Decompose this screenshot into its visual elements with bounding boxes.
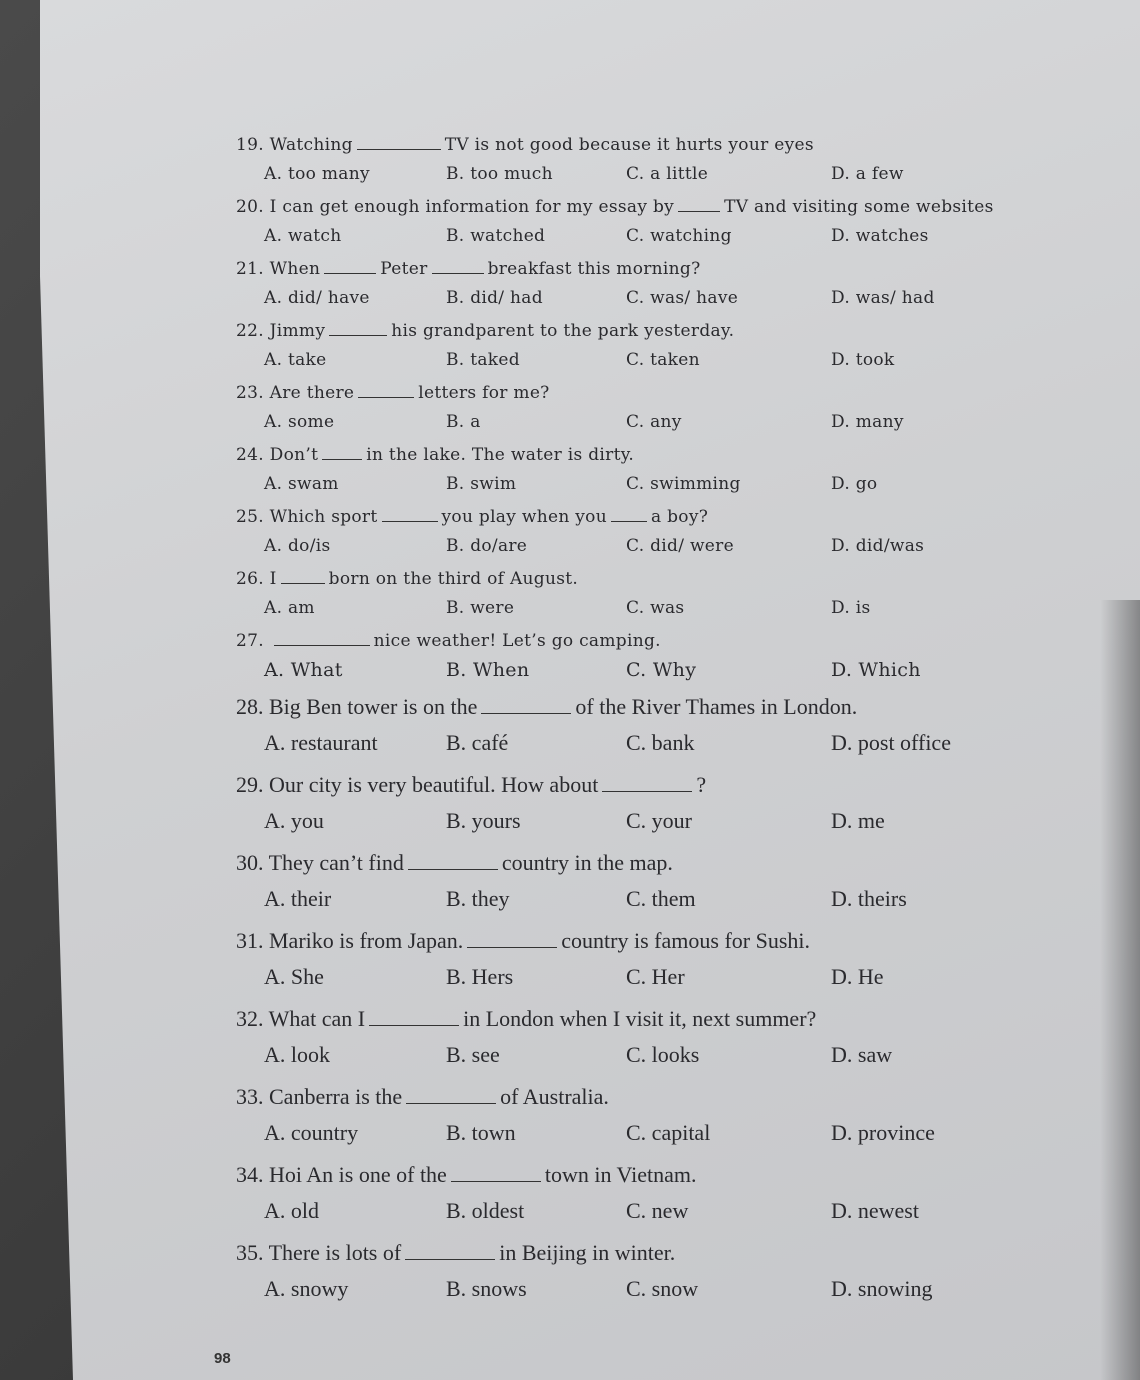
question-text: ?: [696, 772, 707, 797]
question-23: [236, 378, 1036, 440]
question-text: country is famous for Sushi.: [561, 928, 810, 953]
option-d[interactable]: D. saw: [831, 1042, 893, 1067]
option-d[interactable]: D. took: [831, 350, 895, 370]
option-c[interactable]: C. looks: [626, 1042, 700, 1067]
option-d[interactable]: D. theirs: [831, 886, 907, 911]
option-b[interactable]: B. When: [446, 659, 530, 681]
option-c[interactable]: C. watching: [626, 226, 732, 246]
option-d[interactable]: D. snowing: [831, 1276, 933, 1301]
option-c[interactable]: C. your: [626, 808, 692, 833]
question-text: in London when I visit it, next summer?: [463, 1006, 817, 1031]
option-a[interactable]: A. you: [264, 808, 324, 833]
answer-blank[interactable]: [467, 946, 557, 948]
option-b[interactable]: B. yours: [446, 808, 521, 833]
question-text: his grandparent to the park yesterday.: [391, 321, 735, 341]
question-text: Jimmy: [269, 321, 326, 341]
option-a[interactable]: A. their: [264, 886, 332, 911]
option-d[interactable]: D. province: [831, 1120, 935, 1145]
question-text: in Beijing in winter.: [499, 1240, 676, 1265]
page-number: 98: [214, 1350, 231, 1367]
question-text: nice weather! Let’s go camping.: [373, 631, 661, 651]
option-a[interactable]: A. too many: [264, 164, 370, 184]
option-c[interactable]: C. was/ have: [626, 288, 739, 308]
option-c[interactable]: C. any: [626, 412, 682, 432]
option-d[interactable]: D. Which: [831, 659, 921, 681]
question-number: 28.: [236, 694, 264, 719]
question-number: 24.: [236, 445, 264, 465]
question-number: 32.: [236, 1006, 264, 1031]
option-b[interactable]: B. taked: [446, 350, 520, 370]
option-b[interactable]: B. snows: [446, 1276, 527, 1301]
question-number: 22.: [236, 321, 264, 341]
question-text: TV and visiting some websites: [724, 197, 994, 217]
question-text: Watching: [269, 135, 353, 155]
question-28: [236, 688, 1036, 766]
question-text: I can get enough information for my essay by: [269, 197, 675, 217]
answer-blank[interactable]: [329, 334, 387, 336]
question-21: [236, 254, 1036, 316]
answer-blank[interactable]: [678, 210, 720, 212]
answer-blank[interactable]: [602, 790, 692, 792]
question-number: 33.: [236, 1084, 264, 1109]
option-d[interactable]: D. post office: [831, 730, 951, 755]
option-b[interactable]: B. a: [446, 412, 481, 432]
question-text: you play when you: [441, 507, 607, 527]
option-b[interactable]: B. Hers: [446, 964, 514, 989]
option-a[interactable]: A. some: [264, 412, 335, 432]
question-text: in the lake. The water is dirty.: [366, 445, 635, 465]
option-b[interactable]: B. do/are: [446, 536, 528, 556]
question-number: 23.: [236, 383, 264, 403]
question-35: [236, 1234, 1036, 1312]
question-number: 31.: [236, 928, 264, 953]
answer-blank[interactable]: [451, 1180, 541, 1182]
question-number: 19.: [236, 135, 264, 155]
question-number: 25.: [236, 507, 264, 527]
answer-blank[interactable]: [408, 868, 498, 870]
option-c[interactable]: C. did/ were: [626, 536, 734, 556]
question-26: [236, 564, 1036, 626]
option-b[interactable]: B. did/ had: [446, 288, 543, 308]
answer-blank[interactable]: [324, 272, 376, 274]
question-text: a boy?: [650, 507, 709, 527]
option-c[interactable]: C. Her: [626, 964, 685, 989]
option-d[interactable]: D. He: [831, 964, 884, 989]
question-text: Peter: [380, 259, 428, 279]
question-number: 34.: [236, 1162, 264, 1187]
option-c[interactable]: C. Why: [626, 659, 697, 681]
question-text: Hoi An is one of the: [269, 1162, 447, 1187]
question-block-small: [236, 130, 1036, 688]
option-d[interactable]: D. go: [831, 474, 878, 494]
answer-blank[interactable]: [274, 644, 370, 646]
question-number: 20.: [236, 197, 264, 217]
answer-blank[interactable]: [358, 396, 414, 398]
question-text: When: [269, 259, 321, 279]
option-d[interactable]: D. was/ had: [831, 288, 935, 308]
question-number: 26.: [236, 569, 264, 589]
question-block-large: [236, 688, 1036, 1312]
option-a[interactable]: A. am: [264, 598, 315, 618]
question-text: I: [269, 569, 277, 589]
question-text: Which sport: [269, 507, 378, 527]
answer-blank[interactable]: [611, 520, 647, 522]
option-c[interactable]: C. bank: [626, 730, 695, 755]
question-29: [236, 766, 1036, 844]
answer-blank[interactable]: [481, 712, 571, 714]
question-text: letters for me?: [418, 383, 550, 403]
question-22: [236, 316, 1036, 378]
question-text: country in the map.: [501, 850, 673, 875]
question-34: [236, 1156, 1036, 1234]
question-24: [236, 440, 1036, 502]
option-c[interactable]: C. them: [626, 886, 696, 911]
answer-blank[interactable]: [382, 520, 438, 522]
option-c[interactable]: C. a little: [626, 164, 709, 184]
option-b[interactable]: B. oldest: [446, 1198, 525, 1223]
option-d[interactable]: D. me: [831, 808, 885, 833]
question-25: [236, 502, 1036, 564]
question-text: Mariko is from Japan.: [269, 928, 464, 953]
question-text: Canberra is the: [269, 1084, 403, 1109]
question-text: TV is not good because it hurts your eyes: [444, 135, 814, 155]
answer-blank[interactable]: [432, 272, 484, 274]
question-text: Are there: [269, 383, 355, 403]
option-b[interactable]: B. too much: [446, 164, 553, 184]
option-c[interactable]: C. capital: [626, 1120, 711, 1145]
option-a[interactable]: A. swam: [264, 474, 339, 494]
question-32: [236, 1000, 1036, 1078]
answer-blank[interactable]: [281, 582, 325, 584]
question-text: They can’t find: [268, 850, 404, 875]
option-a[interactable]: A. old: [264, 1198, 319, 1223]
question-text: born on the third of August.: [328, 569, 579, 589]
question-30: [236, 844, 1036, 922]
option-d[interactable]: D. newest: [831, 1198, 919, 1223]
option-b[interactable]: B. swim: [446, 474, 517, 494]
option-a[interactable]: A. What: [264, 659, 343, 681]
question-number: 21.: [236, 259, 264, 279]
option-a[interactable]: A. restaurant: [264, 730, 378, 755]
option-c[interactable]: C. snow: [626, 1276, 699, 1301]
question-27: [236, 626, 1036, 688]
option-d[interactable]: D. watches: [831, 226, 929, 246]
question-text: Our city is very beautiful. How about: [269, 772, 599, 797]
question-number: 29.: [236, 772, 264, 797]
question-number: 30.: [236, 850, 264, 875]
question-list: [236, 130, 1036, 1312]
answer-blank[interactable]: [369, 1024, 459, 1026]
answer-blank[interactable]: [357, 148, 441, 150]
question-text: town in Vietnam.: [544, 1162, 697, 1187]
option-a[interactable]: A. country: [264, 1120, 359, 1145]
question-number: 27.: [236, 631, 264, 651]
option-b[interactable]: B. watched: [446, 226, 546, 246]
option-b[interactable]: B. they: [446, 886, 510, 911]
question-number: 35.: [236, 1240, 264, 1265]
question-text: Big Ben tower is on the: [269, 694, 478, 719]
option-c[interactable]: C. swimming: [626, 474, 741, 494]
option-a[interactable]: A. snowy: [264, 1276, 349, 1301]
question-text: of the River Thames in London.: [575, 694, 858, 719]
option-b[interactable]: B. town: [446, 1120, 516, 1145]
answer-blank[interactable]: [322, 458, 362, 460]
option-d[interactable]: D. many: [831, 412, 904, 432]
page-edge-shadow: [1100, 600, 1140, 1380]
option-b[interactable]: B. were: [446, 598, 515, 618]
option-d[interactable]: D. is: [831, 598, 871, 618]
question-text: There is lots of: [268, 1240, 402, 1265]
answer-blank[interactable]: [405, 1258, 495, 1260]
question-33: [236, 1078, 1036, 1156]
option-b[interactable]: B. see: [446, 1042, 500, 1067]
option-a[interactable]: A. She: [264, 964, 324, 989]
question-31: [236, 922, 1036, 1000]
option-d[interactable]: D. did/was: [831, 536, 925, 556]
question-19: [236, 130, 1036, 192]
answer-blank[interactable]: [406, 1102, 496, 1104]
question-text: What can I: [268, 1006, 366, 1031]
option-a[interactable]: A. did/ have: [264, 288, 370, 308]
option-a[interactable]: A. take: [264, 350, 327, 370]
question-text: breakfast this morning?: [487, 259, 701, 279]
question-20: [236, 192, 1036, 254]
option-c[interactable]: C. taken: [626, 350, 700, 370]
option-c[interactable]: C. new: [626, 1198, 689, 1223]
option-d[interactable]: D. a few: [831, 164, 904, 184]
question-text: Don’t: [269, 445, 319, 465]
option-a[interactable]: A. do/is: [264, 536, 331, 556]
question-text: of Australia.: [500, 1084, 609, 1109]
option-c[interactable]: C. was: [626, 598, 685, 618]
option-a[interactable]: A. look: [264, 1042, 330, 1067]
option-b[interactable]: B. café: [446, 730, 509, 755]
option-a[interactable]: A. watch: [264, 226, 342, 246]
